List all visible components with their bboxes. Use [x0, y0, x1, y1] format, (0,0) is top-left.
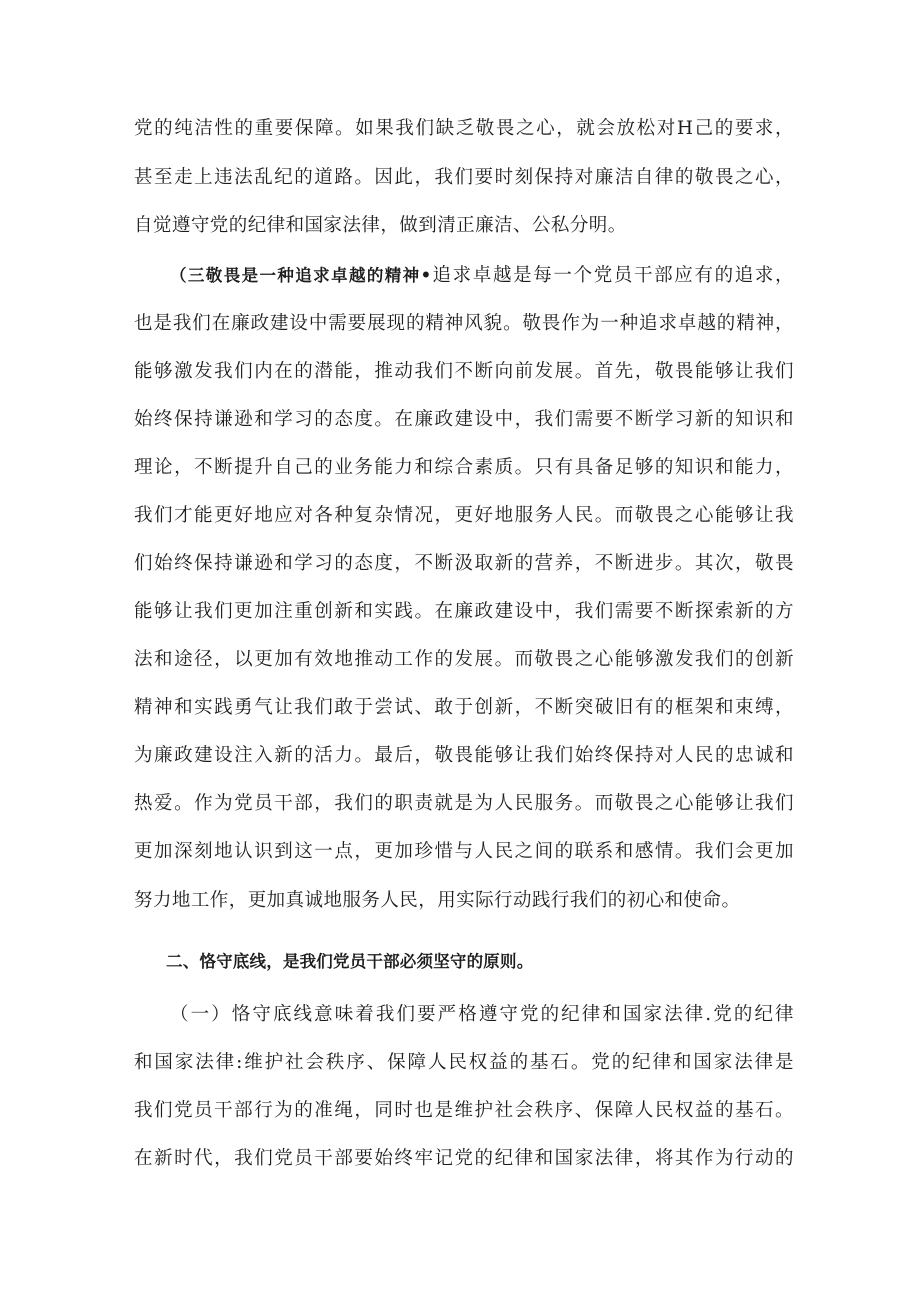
paragraph-1-line-2: 甚至走上违法乱纪的道路。因此，我们要时刻保持对廉洁自律的敬畏之心，: [134, 167, 794, 188]
paragraph-1-line-3: 自觉遵守党的纪律和国家法律，做到清正廉洁、公私分明。: [134, 215, 627, 236]
paragraph-3-line-2: 和国家法律:维护社会秩序、保障人民权益的基石。党的纪律和国家法律是: [134, 1052, 794, 1073]
paragraph-3-line-1: （一）恪守底线意味着我们要严格遵守党的纪律和国家法律.党的纪律: [170, 1004, 794, 1025]
paragraph-3-line-4: 在新时代，我们党员干部要始终牢记党的纪律和国家法律，将其作为行动的: [134, 1148, 794, 1169]
paragraph-2-line-10: 精神和实践勇气让我们敢于尝试、敢于创新，不断突破旧有的框架和束缚，: [134, 697, 794, 718]
paragraph-2-line-9: 法和途径，以更加有效地推动工作的发展。而敬畏之心能够激发我们的创新: [134, 649, 794, 670]
paragraph-2-line-1-text: 追求卓越是每一个党员干部应有的追求，: [431, 265, 794, 286]
paragraph-3-line-3: 我们党员干部行为的准绳，同时也是维护社会秩序、保障人民权益的基石。: [134, 1100, 794, 1121]
section-heading: 二、恪守底线，是我们党员干部必须坚守的原则。: [166, 952, 534, 971]
paragraph-2-line-11: 为廉政建设注入新的活力。最后，敬畏能够让我们始终保持对人民的忠诚和: [134, 745, 794, 766]
paragraph-2-line-7: 们始终保持谦逊和学习的态度，不断汲取新的营养，不断进步。其次，敬畏: [134, 553, 794, 574]
paragraph-2-line-6: 我们才能更好地应对各种复杂情况，更好地服务人民。而敬畏之心能够让我: [134, 505, 794, 526]
paragraph-2-line-3: 能够激发我们内在的潜能，推动我们不断向前发展。首先，敬畏能够让我们: [134, 361, 794, 382]
paragraph-2-line-13: 更加深刻地认识到这一点，更加珍惜与人民之间的联系和感情。我们会更加: [134, 841, 794, 862]
subsection-lead: （三敬畏是一种追求卓越的精神•: [170, 266, 432, 285]
paragraph-1-line-1: 党的纯洁性的重要保障。如果我们缺乏敬畏之心，就会放松对H己的要求，: [134, 118, 794, 139]
paragraph-2-line-5: 理论，不断提升自己的业务能力和综合素质。只有具备足够的知识和能力，: [134, 457, 794, 478]
paragraph-2-line-8: 能够让我们更加注重创新和实践。在廉政建设中，我们需要不断探索新的方: [134, 601, 794, 622]
paragraph-2-line-14: 努力地工作，更加真诚地服务人民，用实际行动践行我们的初心和使命。: [134, 890, 741, 911]
paragraph-2-line-2: 也是我们在廉政建设中需要展现的精神风貌。敬畏作为一种追求卓越的精神，: [134, 313, 794, 334]
paragraph-2-line-1: [170, 261, 794, 291]
paragraph-2-line-12: 热爱。作为党员干部，我们的职责就是为人民服务。而敬畏之心能够让我们: [134, 793, 794, 814]
paragraph-2-line-4: 始终保持谦逊和学习的态度。在廉政建设中，我们需要不断学习新的知识和: [134, 409, 794, 430]
